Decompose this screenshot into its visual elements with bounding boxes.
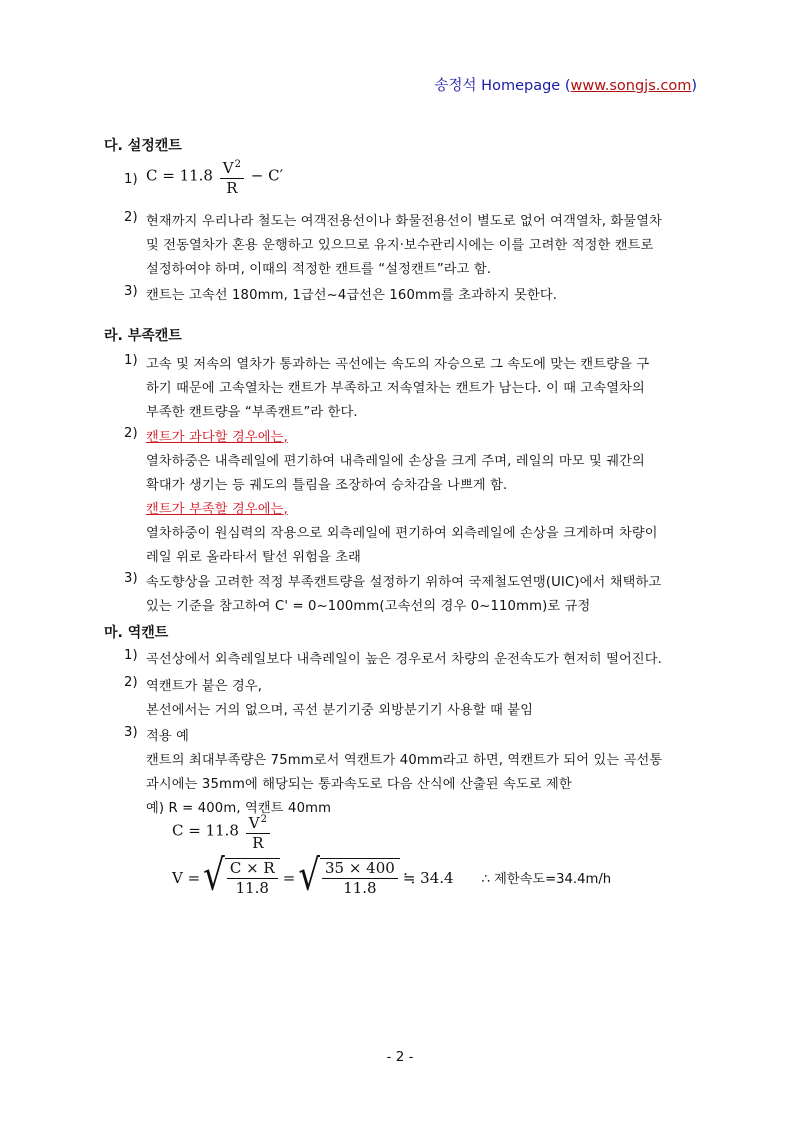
formula-fraction xyxy=(246,811,270,852)
paragraph-line: 속도향상을 고려한 적정 부족캔트량을 설정하기 위하여 국제철도연맹(UIC)에서 채택하고 xyxy=(146,575,662,590)
paragraph-line: 하기 때문에 고속열차는 캔트가 부족하고 저속열차는 캔트가 남는다. 이 때 고속열차의 xyxy=(146,381,645,396)
formula-lhs: V = xyxy=(172,868,201,887)
formula-denominator: 11.8 xyxy=(343,879,377,897)
paragraph-line: 레일 위로 올라타서 탈선 위험을 초래 xyxy=(146,550,362,565)
formula-denominator: R xyxy=(226,179,238,197)
section-title-ra: 라. 부족캔트 xyxy=(104,328,182,344)
paragraph-line: 확대가 생기는 등 궤도의 틀림을 조장하여 승차감을 나쁘게 함. xyxy=(146,478,508,493)
header-prefix: 송정석 Homepage ( xyxy=(434,78,571,94)
item-number: 3) xyxy=(124,571,138,586)
section-title-ma: 마. 역캔트 xyxy=(104,625,169,641)
formula-denominator: R xyxy=(252,834,264,852)
paragraph-line: 역캔트가 붙은 경우, xyxy=(146,679,263,694)
paragraph-line: 적용 예 xyxy=(146,729,190,744)
formula-denominator: 11.8 xyxy=(235,879,269,897)
paragraph-line: 설정하여야 하며, 이때의 적정한 캔트를 “설정캔트”라고 함. xyxy=(146,262,492,277)
item-number: 2) xyxy=(124,426,138,441)
formula-lhs: C = 11.8 xyxy=(172,821,239,840)
paragraph-line: 열차하중이 원심력의 작용으로 외측레일에 편기하여 외측레일에 손상을 크게하며 차량이 xyxy=(146,526,658,541)
paragraph-line: 부족한 캔트량을 “부족캔트”라 한다. xyxy=(146,405,358,420)
formula-cant xyxy=(172,811,272,852)
paragraph-line: 및 전동열차가 혼용 운행하고 있으므로 유지·보수관리시에는 이를 고려한 적정한 캔트로 xyxy=(146,238,654,253)
paragraph-line: 곡선상에서 외측레일보다 내측레일이 높은 경우로서 차량의 운전속도가 현저히 떨어진다. xyxy=(146,652,662,667)
red-subheading: 캔트가 과다할 경우에는, xyxy=(146,430,288,445)
item-number: 3) xyxy=(124,284,138,299)
paragraph-line: 캔트는 고속선 180mm, 1급선~4급선은 160mm를 초과하지 못한다. xyxy=(146,288,558,303)
paragraph-line: 과시에는 35mm에 해당되는 통과속도로 다음 산식에 산출된 속도로 제한 xyxy=(146,777,572,792)
formula-numerator: 35 × 400 xyxy=(322,860,398,879)
item-number: 1) xyxy=(124,648,138,663)
paragraph-line: 예) R = 400m, 역캔트 40mm xyxy=(146,801,332,816)
formula-setting-cant xyxy=(146,156,283,197)
red-subheading: 캔트가 부족할 경우에는, xyxy=(146,502,288,517)
square-root xyxy=(203,850,280,901)
page-header xyxy=(435,74,697,95)
square-root xyxy=(298,850,400,901)
formula-numerator: V xyxy=(222,159,234,177)
radical-sign-icon: √ xyxy=(203,850,225,901)
formula-rhs: − C′ xyxy=(250,166,283,185)
page-number: - 2 - xyxy=(386,1049,414,1065)
paragraph-line: 캔트의 최대부족량은 75mm로서 역캔트가 40mm라고 하면, 역캔트가 되어 있는 곡선통 xyxy=(146,753,663,768)
radical-sign-icon: √ xyxy=(298,850,320,901)
item-number: 1) xyxy=(124,172,138,187)
formula-speed xyxy=(172,850,612,901)
formula-equals: = xyxy=(282,868,296,887)
formula-fraction xyxy=(227,860,278,897)
formula-exponent: 2 xyxy=(260,814,267,825)
item-number: 1) xyxy=(124,353,138,368)
paragraph-line: 본선에서는 거의 없으며, 곡선 분기기중 외방분기기 사용할 때 붙임 xyxy=(146,703,534,718)
formula-lhs: C = 11.8 xyxy=(146,166,213,185)
formula-numerator: C × R xyxy=(227,860,278,879)
paragraph-line: 열차하중은 내측레일에 편기하여 내측레일에 손상을 크게 주며, 레일의 마모 및 궤간의 xyxy=(146,454,645,469)
formula-fraction xyxy=(322,860,398,897)
formula-fraction xyxy=(220,156,244,197)
paragraph-line: 현재까지 우리나라 철도는 여객전용선이나 화물전용선이 별도로 없어 여객열차, 화물열차 xyxy=(146,214,662,229)
item-number: 2) xyxy=(124,210,138,225)
formula-approx: ≒ 34.4 xyxy=(402,868,454,887)
section-title-da: 다. 설정캔트 xyxy=(104,138,182,154)
formula-numerator: V xyxy=(248,814,260,832)
speed-limit-result: ∴ 제한속도=34.4m/h xyxy=(481,872,612,887)
paragraph-line: 고속 및 저속의 열차가 통과하는 곡선에는 속도의 자승으로 그 속도에 맞는 캔트량을 구 xyxy=(146,357,650,372)
item-number: 2) xyxy=(124,675,138,690)
header-suffix: ) xyxy=(691,78,697,94)
paragraph-line: 있는 기준을 참고하여 C' = 0~100mm(고속선의 경우 0~110mm)로 규정 xyxy=(146,599,591,614)
formula-exponent: 2 xyxy=(234,159,241,170)
header-url-link[interactable]: www.songjs.com xyxy=(570,78,692,94)
item-number: 3) xyxy=(124,725,138,740)
